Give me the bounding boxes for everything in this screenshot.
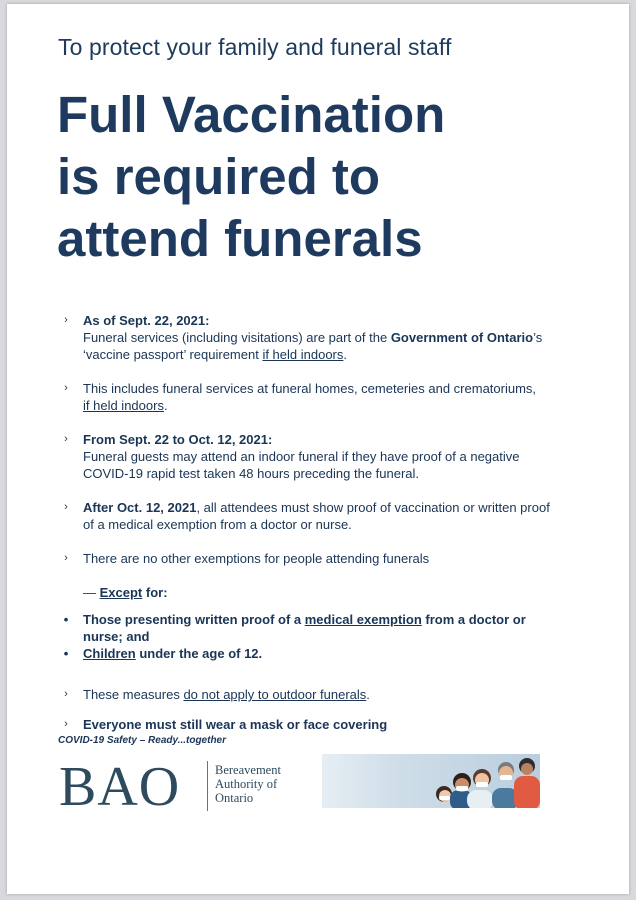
bullet-after-oct-12: › After Oct. 12, 2021, all attendees must show proof of vaccination or written proof of a medical exemption from a doctor or nurse. bbox=[59, 499, 599, 533]
logo-divider bbox=[207, 761, 208, 811]
subtitle: To protect your family and funeral staff bbox=[58, 34, 452, 60]
arrow-bullet-icon: › bbox=[64, 718, 68, 730]
headline-line-1: Full Vaccination bbox=[57, 86, 446, 143]
bullet-outdoor-funerals: › These measures do not apply to outdoor funerals. bbox=[59, 686, 599, 703]
masked-people-illustration bbox=[322, 754, 540, 808]
arrow-bullet-icon: › bbox=[64, 501, 68, 513]
headline bbox=[57, 84, 617, 270]
arrow-bullet-icon: › bbox=[64, 688, 68, 700]
exception-medical: • Those presenting written proof of a medical exemption from a doctor or nurse; and bbox=[59, 611, 599, 645]
people-icon bbox=[322, 754, 540, 808]
arrow-bullet-icon: › bbox=[64, 433, 68, 445]
bullet-no-other-exemptions: › There are no other exemptions for people attending funerals bbox=[59, 550, 599, 567]
bullet-mask: › Everyone must still wear a mask or face covering bbox=[59, 716, 599, 733]
headline-line-2: is required to bbox=[57, 148, 381, 205]
arrow-bullet-icon: › bbox=[64, 552, 68, 564]
headline-line-3: attend funerals bbox=[57, 210, 423, 267]
bullet-includes-services: › This includes funeral services at funeral homes, cemeteries and crematoriums, if held indoors. bbox=[59, 380, 599, 414]
except-for-heading: — Except for: bbox=[83, 585, 168, 600]
dot-bullet-icon: • bbox=[63, 646, 69, 661]
logo-wordmark: Bereavement Authority of Ontario bbox=[215, 763, 281, 805]
bullet-as-of-sept-22: › As of Sept. 22, 2021: Funeral services (including visitations) are part of the Government of Ontario’s ‘vaccine passport’ requirement if held indoors. bbox=[59, 312, 599, 363]
tagline: COVID-19 Safety – Ready...together bbox=[58, 735, 227, 746]
bullet-sept-to-oct: › From Sept. 22 to Oct. 12, 2021: Funeral guests may attend an indoor funeral if they have proof of a negative COVID-19 rapid test taken 48 hours preceding the funeral. bbox=[59, 431, 599, 482]
arrow-bullet-icon: › bbox=[64, 382, 68, 394]
dot-bullet-icon: • bbox=[63, 612, 69, 627]
bullet-list bbox=[59, 312, 599, 733]
exception-children: • Children under the age of 12. bbox=[59, 645, 599, 662]
bao-logo: BAO bbox=[59, 756, 181, 818]
arrow-bullet-icon: › bbox=[64, 314, 68, 326]
if-held-indoors-link: if held indoors bbox=[262, 347, 344, 362]
flyer-page bbox=[7, 4, 629, 894]
